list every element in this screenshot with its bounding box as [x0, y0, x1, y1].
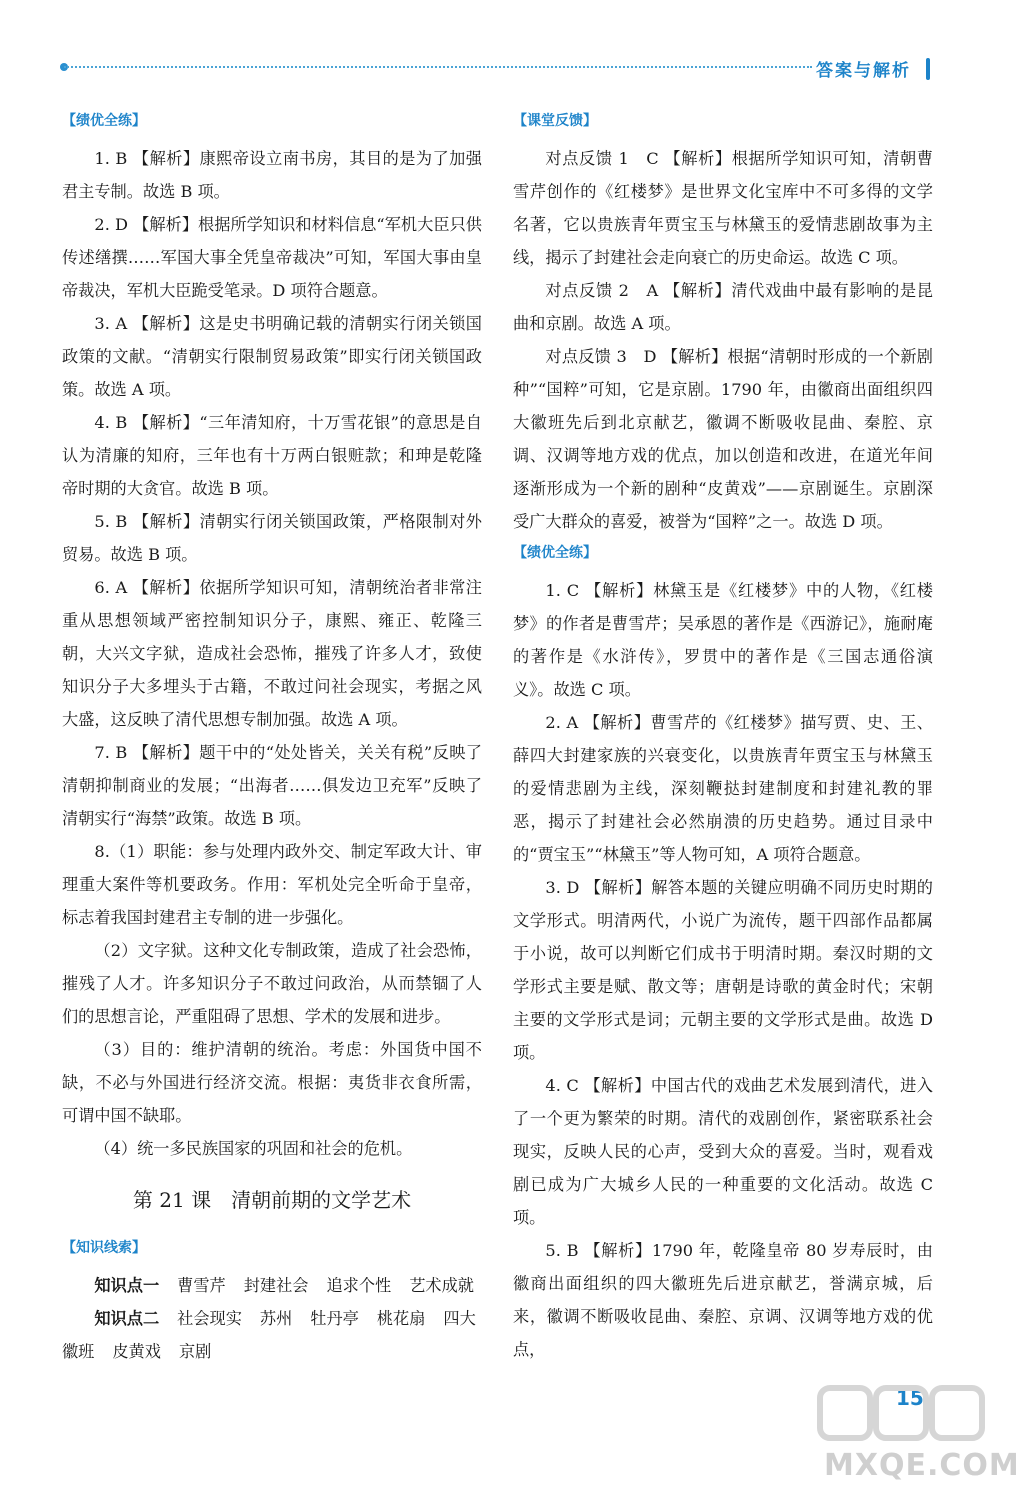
answer-item: 5. B 【解析】1790 年，乾隆皇帝 80 岁寿辰时，由徽商出面组织的四大徽班先后进京献艺，誉满京城，后来，徽调不断吸收昆曲、秦腔、京调、汉调等地方戏的优点，: [513, 1241, 933, 1359]
header-bar: [926, 58, 930, 80]
knowledge-term: 曹雪芹: [177, 1276, 226, 1295]
feedback-item: 对点反馈 1 C 【解析】根据所学知识可知，清朝曹雪芹创作的《红楼梦》是世界文化宝库中不可多得的文学名著，它以贵族青年贾宝玉与林黛玉的爱情悲剧故事为主线，揭示了封建社会走向衰亡的历史命运。故选 C 项。: [513, 149, 933, 267]
knowledge-term: 皮黄戏: [112, 1342, 161, 1361]
answer-item: （2）文字狱。这种文化专制政策，造成了社会恐怖，摧残了人才。许多知识分子不敢过问政治，从而禁锢了人们的思想言论，严重阻碍了思想、学术的发展和进步。: [62, 941, 482, 1026]
answer-item: 7. B 【解析】题干中的“处处皆关，关关有税”反映了清朝抑制商业的发展；“出海者……俱发边卫充军”反映了清朝实行“海禁”政策。故选 B 项。: [62, 743, 482, 828]
answer-item: （4）统一多民族国家的巩固和社会的危机。: [94, 1139, 413, 1158]
knowledge-term: 苏州: [259, 1309, 293, 1328]
answer-item: 1. C 【解析】林黛玉是《红楼梦》中的人物，《红楼梦》的作者是曹雪芹；吴承恩的著作是《西游记》，施耐庵的著作是《水浒传》，罗贯中的著作是《三国志通俗演义》。故选 C 项。: [513, 581, 933, 699]
knowledge-term: 京剧: [178, 1342, 212, 1361]
answer-item: 6. A 【解析】依据所学知识可知，清朝统治者非常注重从思想领域严密控制知识分子，康熙、雍正、乾隆三朝，大兴文字狱，造成社会恐怖，摧残了许多人才，致使知识分子大多埋头于古籍，不敢过问社会现实，考据之风大盛，这反映了清代思想专制加强。故选 A 项。: [62, 578, 482, 729]
knowledge-point: [62, 1269, 482, 1302]
knowledge-point-label: 知识点二: [94, 1309, 160, 1328]
right-column: [513, 106, 933, 1366]
section-tag-practice: 【绩优全练】: [62, 113, 146, 129]
lesson-title: 第 21 课 清朝前期的文学艺术: [132, 1188, 412, 1212]
section-tag-practice: 【绩优全练】: [513, 545, 597, 561]
answer-item: 2. A 【解析】曹雪芹的《红楼梦》描写贾、史、王、薛四大封建家族的兴衰变化，以贵族青年贾宝玉与林黛玉的爱情悲剧为主线，深刻鞭挞封建制度和封建礼教的罪恶，揭示了封建社会必然崩溃的历史趋势。通过目录中的“贾宝玉”“林黛玉”等人物可知，A 项符合题意。: [513, 713, 933, 864]
knowledge-term: 牡丹亭: [310, 1309, 359, 1328]
left-column: [62, 106, 482, 1368]
knowledge-point: [62, 1302, 482, 1368]
answer-item: （3）目的：维护清朝的统治。考虑：外国货中国不缺，不必与外国进行经济交流。根据：夷货非衣食所需，可谓中国不缺耶。: [62, 1040, 482, 1125]
section-tag-knowledge: 【知识线索】: [62, 1240, 146, 1256]
header-title: 答案与解析: [816, 61, 911, 81]
knowledge-term: 社会现实: [177, 1309, 242, 1328]
answer-item: 1. B 【解析】康熙帝设立南书房，其目的是为了加强君主专制。故选 B 项。: [62, 149, 482, 201]
knowledge-term: 艺术成就: [409, 1276, 474, 1295]
knowledge-point-label: 知识点一: [94, 1276, 160, 1295]
answer-item: 4. C 【解析】中国古代的戏曲艺术发展到清代，进入了一个更为繁荣的时期。清代的戏剧创作，紧密联系社会现实，反映人民的心声，受到大众的喜爱。当时，观看戏剧已成为广大城乡人民的一种重要的文化活动。故选 C 项。: [513, 1076, 933, 1227]
knowledge-term: 追求个性: [326, 1276, 392, 1295]
answer-item: 5. B 【解析】清朝实行闭关锁国政策，严格限制对外贸易。故选 B 项。: [62, 512, 482, 564]
knowledge-term: 四大徽班: [62, 1309, 476, 1361]
feedback-item: 对点反馈 3 D 【解析】根据“清朝时形成的一个新剧种”“国粹”可知，它是京剧。1790 年，由徽商出面组织四大徽班先后到北京献艺，徽调不断吸收昆曲、秦腔、京调、汉调等地方戏的优点，加以创造和改进，在道光年间逐渐形成为一个新的剧种“皮黄戏”——京剧诞生。京剧深受广大群众的喜爱，被誉为“国粹”之一。故选 D 项。: [513, 347, 933, 531]
feedback-item: 对点反馈 2 A 【解析】清代戏曲中最有影响的是昆曲和京剧。故选 A 项。: [513, 281, 933, 333]
answer-item: 3. A 【解析】这是史书明确记载的清朝实行闭关锁国政策的文献。“清朝实行限制贸易政策”即实行闭关锁国政策。故选 A 项。: [62, 314, 482, 399]
answer-item: 2. D 【解析】根据所学知识和材料信息“军机大臣只供传述缮撰……军国大事全凭皇帝裁决”可知，军国大事由皇帝裁决，军机大臣跪受笔录。D 项符合题意。: [62, 215, 482, 300]
knowledge-term: 桃花扇: [376, 1309, 426, 1328]
knowledge-term: 封建社会: [243, 1276, 309, 1295]
page-number: 15: [896, 1386, 924, 1410]
answer-item: 3. D 【解析】解答本题的关键应明确不同历史时期的文学形式。明清两代，小说广为流传，题干四部作品都属于小说，故可以判断它们成书于明清时期。秦汉时期的文学形式主要是赋、散文等；唐朝是诗歌的黄金时代；宋朝主要的文学形式是词；元朝主要的文学形式是曲。故选 D 项。: [513, 878, 933, 1062]
watermark-text: MXQE.COM: [824, 1448, 1020, 1483]
answer-item: 8.（1）职能：参与处理内政外交、制定军政大计、审理重大案件等机要政务。作用：军机处完全听命于皇帝，标志着我国封建君主专制的进一步强化。: [62, 842, 482, 927]
answer-item: 4. B 【解析】“三年清知府，十万雪花银”的意思是自认为清廉的知府，三年也有十万两白银赃款；和珅是乾隆帝时期的大贪官。故选 B 项。: [62, 413, 482, 498]
header-divider: [64, 66, 812, 68]
section-tag-feedback: 【课堂反馈】: [513, 113, 597, 129]
